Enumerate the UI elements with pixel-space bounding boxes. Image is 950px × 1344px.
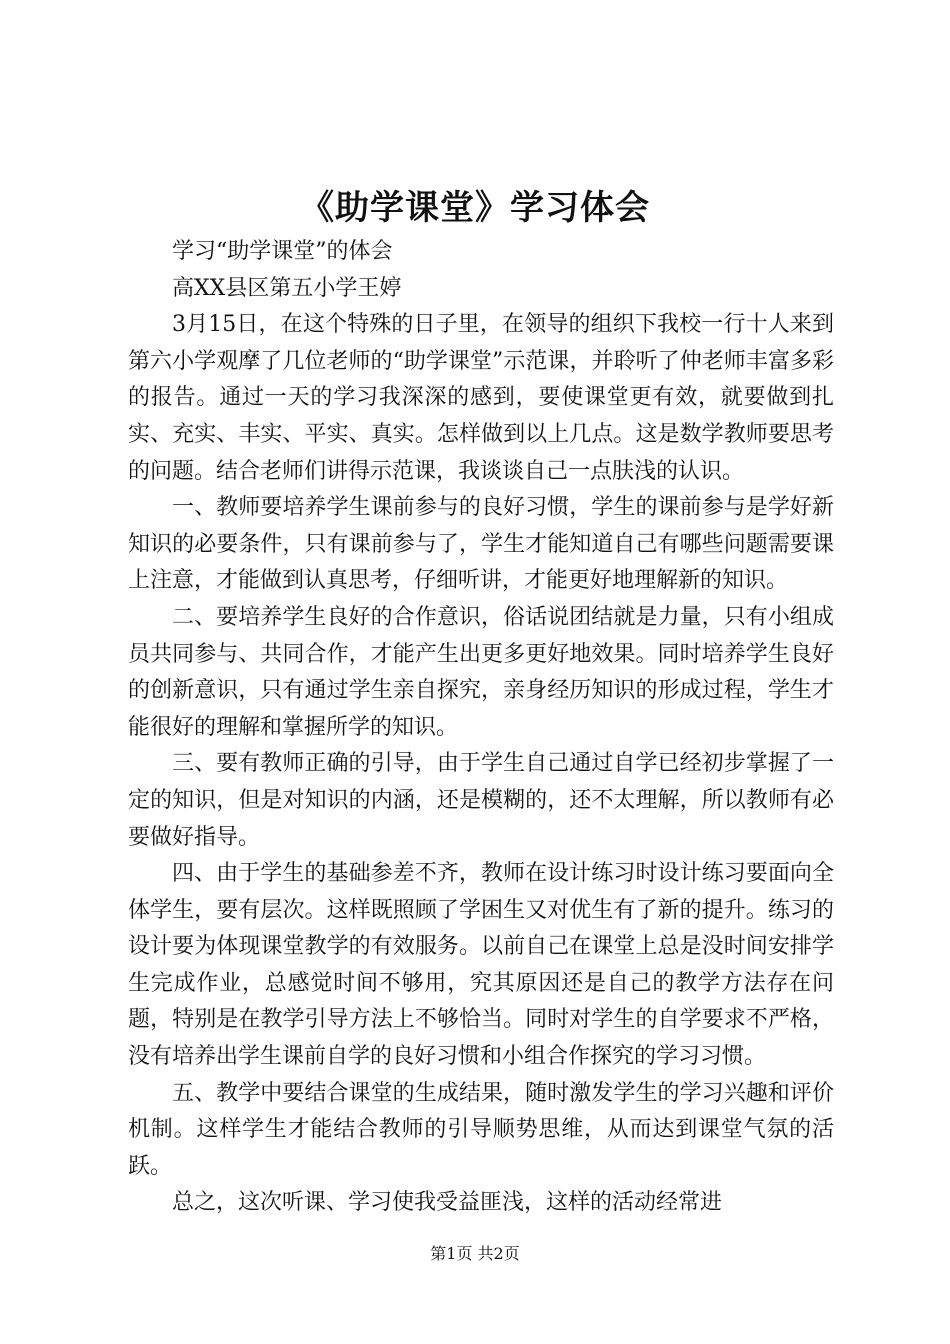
point-five-paragraph: 五、教学中要结合课堂的生成结果，随时激发学生的学习兴趣和评价机制。这样学生才能结合教师的引导顺势思维，从而达到课堂气氛的活跃。 xyxy=(128,1080,834,1179)
page-number-footer: 第1页 共2页 xyxy=(430,1244,520,1263)
point-two-paragraph: 二、要培养学生良好的合作意识，俗话说团结就是力量，只有小组成员共同参与、共同合作，才能产生出更多更好地效果。同时培养学生良好的创新意识，只有通过学生亲自探究，亲身经历知识的形成过程，学生才能很好的理解和掌握所学的知识。 xyxy=(128,604,834,740)
document-title: 《助学课堂》学习体会 xyxy=(300,188,650,228)
intro-paragraph: 3月15日，在这个特殊的日子里，在领导的组织下我校一行十人来到第六小学观摩了几位老师的“助学课堂”示范课，并聆听了仲老师丰富多彩的报告。通过一天的学习我深深的感到，要使课堂更有效，就要做到扎实、充实、丰实、平实、真实。怎样做到以上几点。这是数学教师要思考的问题。结合老师们讲得示范课，我谈谈自己一点肤浅的认识。 xyxy=(128,312,834,484)
point-four-paragraph: 四、由于学生的基础参差不齐，教师在设计练习时设计练习要面向全体学生，要有层次。这样既照顾了学困生又对优生有了新的提升。练习的设计要为体现课堂教学的有效服务。以前自己在课堂上总是没时间安排学生完成作业，总感觉时间不够用，究其原因还是自己的教学方法存在问题，特别是在教学引导方法上不够恰当。同时对学生的自学要求不严格，没有培养出学生课前自学的良好习惯和小组合作探究的学习习惯。 xyxy=(128,861,834,1070)
point-three-paragraph: 三、要有教师正确的引导，由于学生自己通过自学已经初步掌握了一定的知识，但是对知识的内涵，还是模糊的，还不太理解，所以教师有必要做好指导。 xyxy=(128,751,834,850)
subtitle-paragraph: 学习“助学课堂”的体会 xyxy=(172,239,393,264)
document-body xyxy=(128,234,834,1222)
summary-paragraph: 总之，这次听课、学习使我受益匪浅，这样的活动经常进 xyxy=(172,1190,723,1216)
author-paragraph: 高XX县区第五小学王婷 xyxy=(172,275,402,301)
point-one-paragraph: 一、教师要培养学生课前参与的良好习惯，学生的课前参与是学好新知识的必要条件，只有课前参与了，学生才能知道自己有哪些问题需要课上注意，才能做到认真思考，仔细听讲，才能更好地理解新的知识。 xyxy=(128,495,834,594)
